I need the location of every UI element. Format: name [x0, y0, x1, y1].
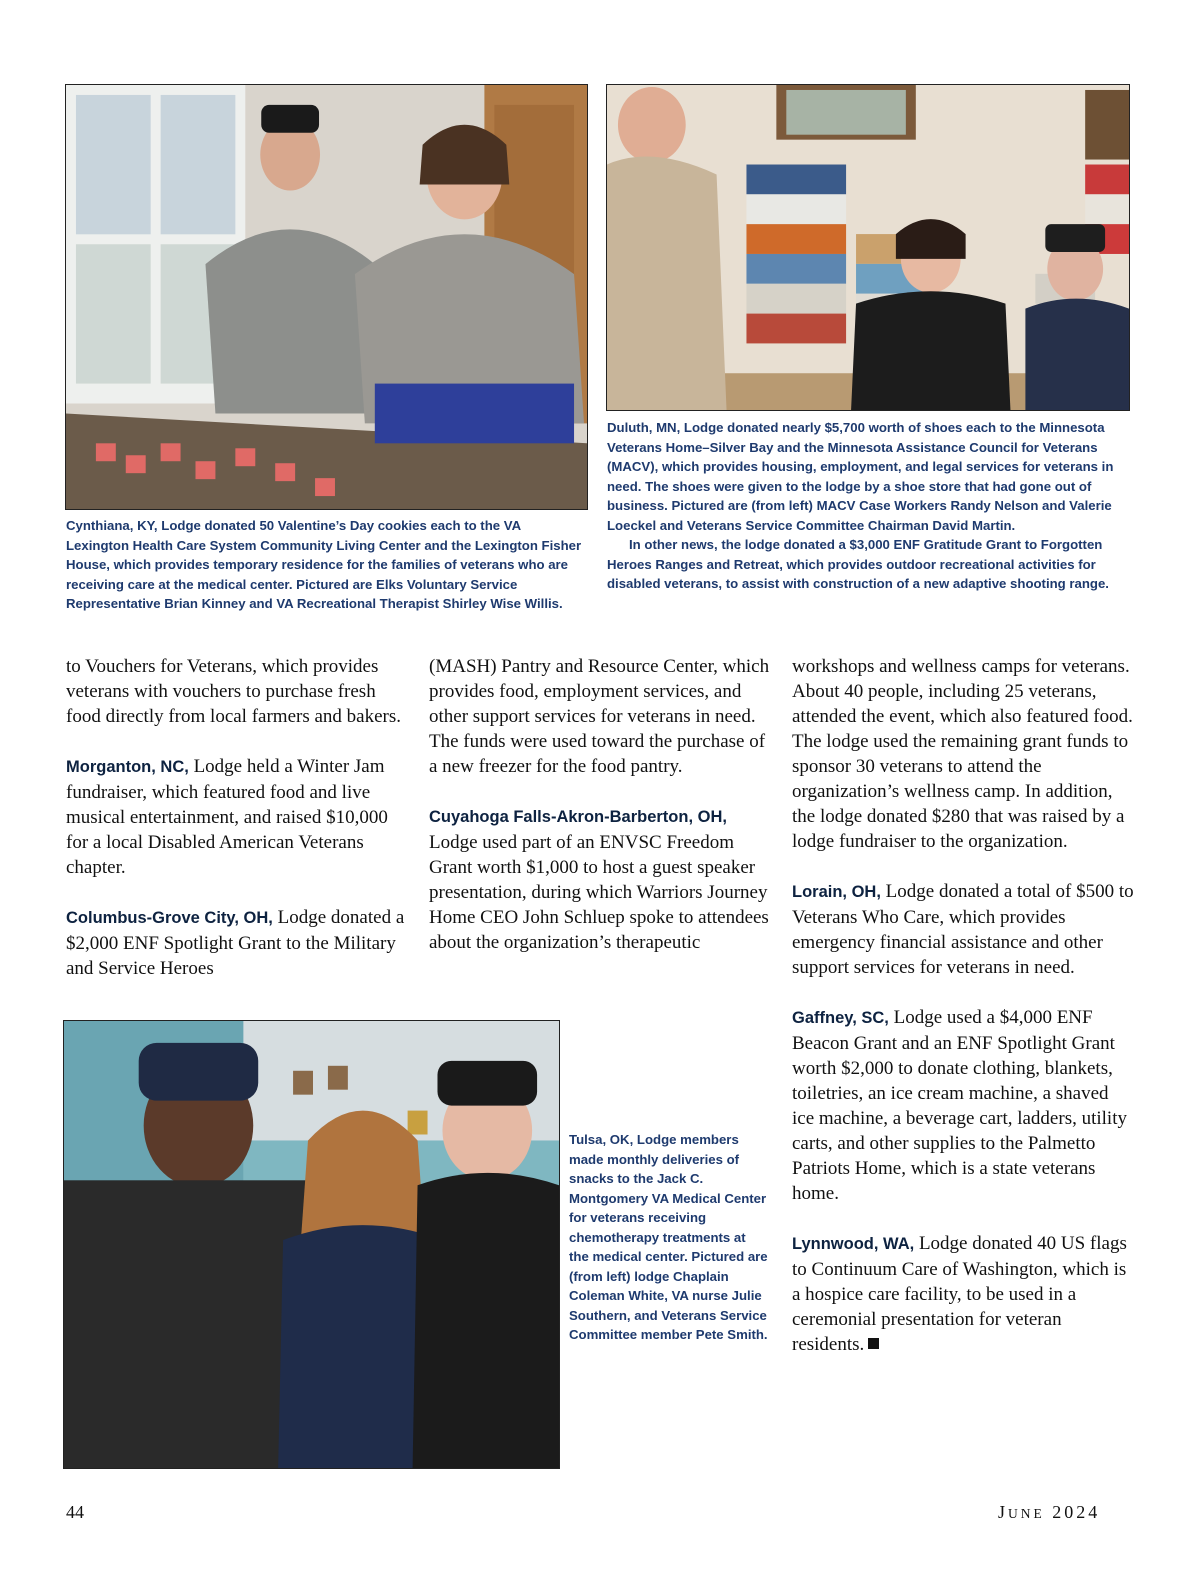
article-column-3: [792, 654, 1134, 1357]
lead-gaffney: Gaffney, SC,: [792, 1009, 889, 1027]
paragraph: workshops and wellness camps for veterans. About 40 people, including 25 veterans, attended the event, which also featured food. The lodge used the remaining grant funds to sponsor 30 veterans to attend the organization’s wellness camp. In addition, the lodge donated $280 that was raised by a lodge fundraiser to the organization.: [792, 656, 1133, 852]
cynthiana-photo: [65, 84, 588, 510]
lead-morganton: Morganton, NC,: [66, 758, 189, 776]
year: 2024: [1052, 1502, 1101, 1522]
paragraph-text: Lodge held a Winter Jam fundraiser, which featured food and live musical entertainment, and raised $10,000 for a local Disabled American Veterans chapter.: [66, 756, 388, 878]
caption-place: Tulsa, OK,: [569, 1132, 634, 1147]
paragraph-text: Lodge donated a total of $500 to Veterans Who Care, which provides emergency financial assistance and other support services for veterans in need.: [792, 881, 1134, 978]
paragraph: [429, 804, 771, 955]
cynthiana-photo-art: [66, 85, 587, 509]
paragraph-text: Lodge donated 40 US flags to Continuum Care of Washington, which is a hospice care facility, to be used in a ceremonial presentation for veteran residents.: [792, 1233, 1127, 1355]
paragraph: to Vouchers for Veterans, which provides veterans with vouchers to purchase fresh food directly from local farmers and bakers.: [66, 656, 402, 727]
article-column-1: [66, 654, 406, 981]
month-rest: UNE: [1008, 1506, 1045, 1521]
paragraph: [792, 879, 1134, 980]
caption-place: Cynthiana, KY,: [66, 518, 158, 533]
caption-text: Lodge donated nearly $5,700 worth of shoes each to the Minnesota Veterans Home–Silver Bay and the Minnesota Assistance Council for Veterans (MACV), which provides housing, employment, and legal services for veterans in need. The shoes were given to the lodge by a shoe store that had gone out of business. Pictured are (from left) MACV Case Workers Randy Nelson and Valerie Loeckel and Veterans Service Committee Chairman David Martin.: [607, 420, 1114, 533]
duluth-caption: [607, 418, 1131, 594]
tulsa-caption: [569, 1130, 769, 1345]
paragraph: [792, 1231, 1134, 1357]
caption-place: Duluth, MN,: [607, 420, 681, 435]
page-number-text: 44: [66, 1502, 84, 1522]
page-number: [66, 1502, 84, 1523]
paragraph: [792, 1005, 1134, 1206]
lead-lynnwood: Lynnwood, WA,: [792, 1235, 915, 1253]
paragraph: (MASH) Pantry and Resource Center, which provides food, employment services, and other support services for veterans in need. The funds were used toward the purchase of a new freezer for the food pantry.: [429, 656, 770, 777]
duluth-photo-art: [607, 85, 1129, 410]
lead-columbus: Columbus-Grove City, OH,: [66, 909, 273, 927]
tulsa-photo-art: [64, 1021, 559, 1468]
month-initial: J: [998, 1502, 1009, 1522]
lead-lorain: Lorain, OH,: [792, 883, 881, 901]
paragraph: [66, 905, 406, 981]
duluth-photo: [606, 84, 1130, 411]
article-column-2: [429, 654, 771, 955]
tulsa-photo: [63, 1020, 560, 1469]
paragraph: [66, 754, 406, 880]
paragraph-text: Lodge donated a $2,000 ENF Spotlight Grant to the Military and Service Heroes: [66, 907, 405, 979]
paragraph-text: Lodge used a $4,000 ENF Beacon Grant and an ENF Spotlight Grant worth $2,000 to donate clothing, blankets, toiletries, an ice cream machine, a shaved ice machine, a beverage cart, ladders, utility carts, and other supplies to the Palmetto Patriots Home, which is a state veterans home.: [792, 1007, 1127, 1204]
lead-cuyahoga: Cuyahoga Falls-Akron-Barberton, OH,: [429, 808, 727, 826]
issue-date: [998, 1502, 1100, 1523]
paragraph-text: Lodge used part of an ENVSC Freedom Grant worth $1,000 to host a guest speaker presentation, during which Warriors Journey Home CEO John Schluep spoke to attendees about the organization’s therapeutic: [429, 832, 769, 953]
caption-extra: In other news, the lodge donated a $3,000 ENF Gratitude Grant to Forgotten Heroes Ranges and Retreat, which provides outdoor recreational activities for disabled veterans, to assist with construction of a new adaptive shooting range.: [607, 537, 1109, 591]
caption-text: Lodge members made monthly deliveries of snacks to the Jack C. Montgomery VA Medical Center for veterans receiving chemotherapy treatments at the medical center. Pictured are (from left) lodge Chaplain Coleman White, VA nurse Julie Southern, and Veterans Service Committee member Pete Smith.: [569, 1132, 768, 1342]
cynthiana-caption: [66, 516, 586, 614]
caption-text: Lodge donated 50 Valentine’s Day cookies each to the VA Lexington Health Care System Community Living Center and the Lexington Fisher House, which provides temporary residence for the families of veterans who are receiving care at the medical center. Pictured are Elks Voluntary Service Representative Brian Kinney and VA Recreational Therapist Shirley Wise Willis.: [66, 518, 582, 611]
end-mark-icon: [868, 1338, 879, 1349]
